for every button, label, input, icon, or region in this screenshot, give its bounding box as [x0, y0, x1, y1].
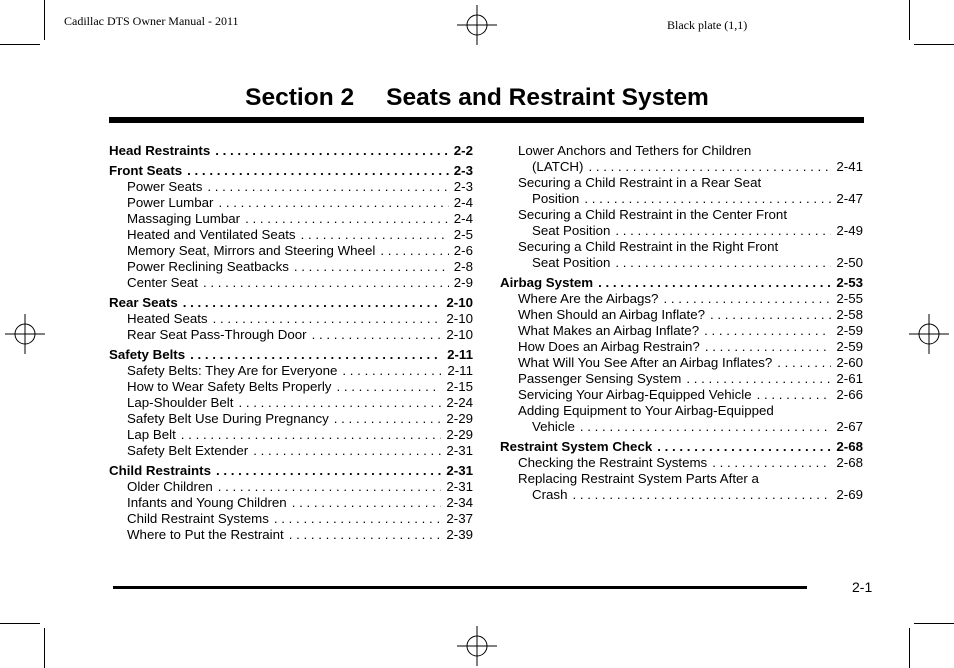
toc-entry[interactable]	[109, 411, 473, 427]
toc-entry[interactable]	[109, 395, 473, 411]
toc-entry-title: Heated Seats	[127, 311, 208, 326]
toc-entry[interactable]	[109, 427, 473, 443]
dot-leader	[190, 347, 442, 363]
dot-leader	[218, 479, 442, 495]
toc-entry[interactable]	[109, 259, 473, 275]
toc-column-left	[109, 143, 473, 543]
toc-page-number: 2-31	[446, 479, 473, 494]
toc-page-number: 2-4	[453, 195, 473, 210]
toc-entry[interactable]	[109, 443, 473, 459]
dot-leader	[294, 259, 449, 275]
toc-entry[interactable]	[109, 243, 473, 259]
dot-leader	[598, 275, 831, 291]
toc-entry-title: Vehicle	[532, 419, 575, 434]
toc-entry-lead[interactable]: Replacing Restraint System Parts After a	[518, 471, 759, 486]
toc-entry[interactable]	[109, 495, 473, 511]
toc-entry-title: Older Children	[127, 479, 213, 494]
toc-entry[interactable]	[500, 159, 863, 175]
toc-column-right	[500, 143, 863, 503]
toc-entry-title: Position	[532, 191, 580, 206]
toc-page-number: 2-59	[836, 323, 863, 338]
toc-entry[interactable]	[109, 379, 473, 395]
toc-entry-title: Checking the Restraint Systems	[518, 455, 708, 470]
toc-section-entry[interactable]	[109, 347, 473, 363]
toc-entry[interactable]	[500, 255, 863, 271]
toc-entry-title: How to Wear Safety Belts Properly	[127, 379, 332, 394]
dot-leader	[615, 223, 831, 239]
toc-page-number: 2-4	[453, 211, 473, 226]
toc-page-number: 2-41	[836, 159, 863, 174]
toc-page-number: 2-10	[446, 327, 473, 342]
dot-leader	[216, 463, 441, 479]
crop-mark	[0, 44, 40, 45]
toc-entry[interactable]	[109, 479, 473, 495]
toc-entry[interactable]	[109, 227, 473, 243]
dot-leader	[757, 387, 832, 403]
toc-page-number: 2-60	[836, 355, 863, 370]
toc-entry-title: Restraint System Check	[500, 439, 653, 454]
toc-page-number: 2-59	[836, 339, 863, 354]
toc-page-number: 2-8	[453, 259, 473, 274]
toc-entry[interactable]	[500, 323, 863, 339]
crop-mark	[909, 0, 910, 40]
toc-page-number: 2-11	[447, 363, 473, 378]
section-number: Section 2	[245, 84, 355, 111]
toc-page-number: 2-15	[446, 379, 473, 394]
toc-page-number: 2-9	[453, 275, 473, 290]
toc-page-number: 2-61	[836, 371, 863, 386]
toc-entry-title: Safety Belts	[109, 347, 186, 362]
toc-entry-title: When Should an Airbag Inflate?	[518, 307, 706, 322]
toc-entry[interactable]	[500, 387, 863, 403]
crop-mark	[44, 628, 45, 668]
toc-page-number: 2-37	[446, 511, 473, 526]
toc-entry-title: Infants and Young Children	[127, 495, 287, 510]
dot-leader	[289, 527, 442, 543]
toc-entry-title: What Will You See After an Airbag Inflates?	[518, 355, 773, 370]
toc-entry-title: Safety Belt Extender	[127, 443, 249, 458]
toc-entry-title: Massaging Lumbar	[127, 211, 241, 226]
registration-mark-right-icon	[909, 314, 949, 354]
dot-leader	[213, 311, 442, 327]
toc-page-number: 2-50	[836, 255, 863, 270]
toc-entry-title: Where to Put the Restraint	[127, 527, 284, 542]
toc-entry-title: Lap Belt	[127, 427, 176, 442]
toc-entry-title: Power Seats	[127, 179, 203, 194]
toc-entry-title: Passenger Sensing System	[518, 371, 682, 386]
toc-entry[interactable]	[109, 311, 473, 327]
dot-leader	[334, 411, 442, 427]
registration-mark-left-icon	[5, 314, 45, 354]
toc-entry[interactable]	[109, 327, 473, 343]
crop-mark	[914, 623, 954, 624]
toc-entry[interactable]	[500, 371, 863, 387]
toc-entry-title: Where Are the Airbags?	[518, 291, 659, 306]
toc-section-entry[interactable]	[109, 295, 473, 311]
toc-entry-title: (LATCH)	[532, 159, 584, 174]
toc-entry[interactable]	[500, 191, 863, 207]
dot-leader	[580, 419, 831, 435]
dot-leader	[207, 179, 448, 195]
toc-entry-title: Airbag System	[500, 275, 594, 290]
toc-entry[interactable]	[109, 179, 473, 195]
toc-section-entry[interactable]	[500, 439, 863, 455]
toc-page-number: 2-68	[836, 439, 863, 454]
dot-leader	[710, 307, 831, 323]
page-number: 2-1	[852, 579, 873, 595]
toc-entry-title: Center Seat	[127, 275, 198, 290]
dot-leader	[380, 243, 448, 259]
toc-entry-title: Child Restraint Systems	[127, 511, 269, 526]
dot-leader	[312, 327, 442, 343]
crop-mark	[909, 628, 910, 668]
toc-page-number: 2-3	[453, 179, 473, 194]
toc-entry-title: Child Restraints	[109, 463, 211, 478]
toc-page-number: 2-39	[446, 527, 473, 542]
toc-entry-lead[interactable]: Adding Equipment to Your Airbag-Equipped	[518, 403, 774, 418]
toc-entry[interactable]	[500, 487, 863, 503]
toc-page-number: 2-24	[446, 395, 473, 410]
toc-entry-title: Seat Position	[532, 255, 611, 270]
dot-leader	[253, 443, 441, 459]
toc-entry-title: Safety Belt Use During Pregnancy	[127, 411, 329, 426]
section-name: Seats and Restraint System	[386, 84, 709, 111]
registration-mark-top-icon	[457, 5, 497, 45]
footer-rule	[113, 586, 807, 589]
toc-entry-title: What Makes an Airbag Inflate?	[518, 323, 700, 338]
toc-page-number: 2-3	[453, 163, 473, 178]
toc-entry-title: Front Seats	[109, 163, 183, 178]
toc-entry[interactable]	[500, 419, 863, 435]
registration-mark-bottom-icon	[457, 626, 497, 666]
toc-page-number: 2-10	[446, 311, 473, 326]
toc-page-number: 2-10	[446, 295, 473, 310]
toc-page-number: 2-69	[836, 487, 863, 502]
toc-entry-lead[interactable]: Securing a Child Restraint in a Rear Seat	[518, 175, 762, 190]
toc-section-entry[interactable]	[500, 275, 863, 291]
toc-page-number: 2-6	[453, 243, 473, 258]
dot-leader	[183, 295, 442, 311]
toc-entry-title: Power Lumbar	[127, 195, 214, 210]
toc-page-number: 2-67	[836, 419, 863, 434]
plate-label: Black plate (1,1)	[667, 18, 748, 32]
dot-leader	[777, 355, 831, 371]
dot-leader	[704, 323, 831, 339]
toc-page-number: 2-58	[836, 307, 863, 322]
toc-entry-title: Safety Belts: They Are for Everyone	[127, 363, 338, 378]
toc-entry[interactable]	[109, 363, 473, 379]
toc-entry[interactable]	[500, 291, 863, 307]
dot-leader	[301, 227, 449, 243]
title-rule	[109, 117, 864, 123]
toc-entry[interactable]	[109, 275, 473, 291]
toc-entry-title: How Does an Airbag Restrain?	[518, 339, 700, 354]
section-title	[0, 84, 954, 112]
toc-entry[interactable]	[500, 355, 863, 371]
dot-leader	[181, 427, 442, 443]
dot-leader	[336, 379, 441, 395]
dot-leader	[215, 143, 449, 159]
dot-leader	[342, 363, 442, 379]
toc-entry-lead[interactable]: Securing a Child Restraint in the Right Front	[518, 239, 779, 254]
dot-leader	[588, 159, 831, 175]
toc-page-number: 2-5	[453, 227, 473, 242]
toc-page-number: 2-66	[836, 387, 863, 402]
dot-leader	[245, 211, 449, 227]
toc-entry[interactable]	[500, 223, 863, 239]
dot-leader	[686, 371, 831, 387]
toc-entry[interactable]	[109, 195, 473, 211]
toc-entry-title: Head Restraints	[109, 143, 211, 158]
toc-entry-title: Heated and Ventilated Seats	[127, 227, 296, 242]
toc-page-number: 2-55	[836, 291, 863, 306]
toc-page-number: 2-47	[836, 191, 863, 206]
toc-page-number: 2-68	[836, 455, 863, 470]
dot-leader	[657, 439, 831, 455]
toc-section-entry[interactable]	[109, 143, 473, 159]
dot-leader	[712, 455, 831, 471]
toc-page-number: 2-53	[836, 275, 863, 290]
toc-entry-title: Seat Position	[532, 223, 611, 238]
toc-section-entry[interactable]	[109, 463, 473, 479]
toc-entry[interactable]	[109, 527, 473, 543]
toc-entry-title: Lap-Shoulder Belt	[127, 395, 234, 410]
toc-entry[interactable]	[109, 511, 473, 527]
toc-entry-lead[interactable]: Lower Anchors and Tethers for Children	[518, 143, 752, 158]
toc-page-number: 2-29	[446, 411, 473, 426]
toc-page-number: 2-34	[446, 495, 473, 510]
toc-entry-title: Power Reclining Seatbacks	[127, 259, 289, 274]
crop-mark	[44, 0, 45, 40]
toc-page-number: 2-29	[446, 427, 473, 442]
toc-entry-title: Rear Seat Pass-Through Door	[127, 327, 307, 342]
toc-entry[interactable]	[500, 339, 863, 355]
toc-entry[interactable]	[109, 211, 473, 227]
toc-entry-title: Crash	[532, 487, 568, 502]
dot-leader	[218, 195, 448, 211]
dot-leader	[274, 511, 441, 527]
toc-page-number: 2-2	[453, 143, 473, 158]
toc-entry-title: Rear Seats	[109, 295, 178, 310]
crop-mark	[914, 44, 954, 45]
toc-entry-lead[interactable]: Securing a Child Restraint in the Center Front	[518, 207, 788, 222]
toc-section-entry[interactable]	[109, 163, 473, 179]
dot-leader	[203, 275, 449, 291]
dot-leader	[663, 291, 831, 307]
dot-leader	[238, 395, 441, 411]
toc-entry-title: Memory Seat, Mirrors and Steering Wheel	[127, 243, 376, 258]
crop-mark	[0, 623, 40, 624]
toc-page-number: 2-31	[446, 443, 473, 458]
toc-entry-title: Servicing Your Airbag-Equipped Vehicle	[518, 387, 752, 402]
manual-title-header: Cadillac DTS Owner Manual - 2011	[64, 14, 239, 28]
toc-entry[interactable]	[500, 455, 863, 471]
toc-page-number: 2-11	[447, 347, 473, 362]
dot-leader	[572, 487, 831, 503]
dot-leader	[705, 339, 832, 355]
dot-leader	[615, 255, 831, 271]
dot-leader	[584, 191, 831, 207]
dot-leader	[292, 495, 442, 511]
toc-page-number: 2-49	[836, 223, 863, 238]
dot-leader	[187, 163, 449, 179]
toc-entry[interactable]	[500, 307, 863, 323]
toc-page-number: 2-31	[446, 463, 473, 478]
